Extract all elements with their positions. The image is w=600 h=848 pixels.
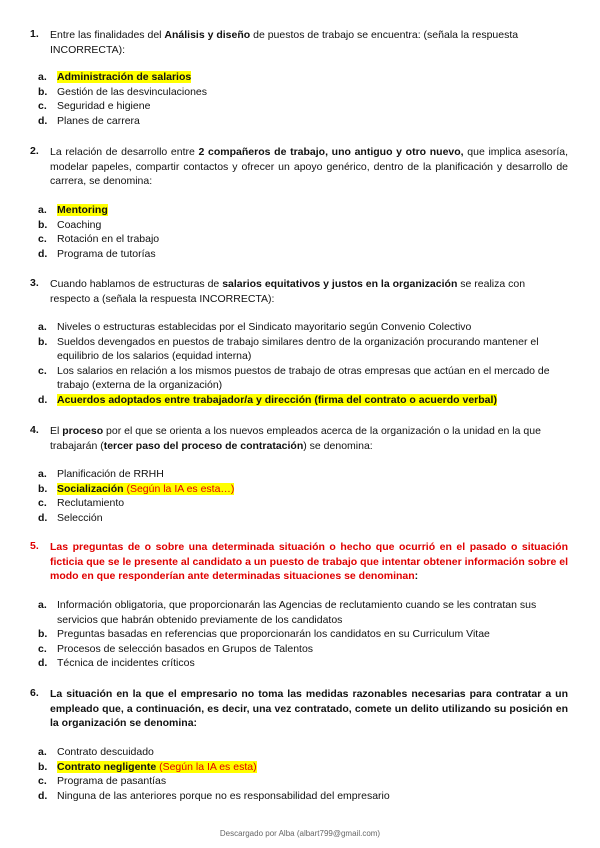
question-number: 3. [30,277,39,289]
question-text: Las preguntas de o sobre una determinada situación o hecho que ocurrió en el pasado o situación ficticia que se le presente al candidato a un puesto de trabajo que intentar obtener información sobre el modo en que responderían ante determinadas situaciones se denominan: [50,541,568,583]
option-d: d. Acuerdos adoptados entre trabajador/a y dirección (firma del contrato o acuerdo verbal) [38,393,497,406]
question-number: 4. [30,424,39,436]
option-b: b. Sueldos devengados en puestos de trabajo similares dentro de la organización procurando mantener el equilibrio de los salarios (equidad interna) [38,335,539,363]
option-a: a. Contrato descuidado [38,746,154,758]
question-text: El proceso por el que se orienta a los nuevos empleados acerca de la organización o la unidad en la que trabajarán (tercer paso del proceso de contratación) se denomina: [50,425,541,452]
options-2 [38,203,568,261]
options-5 [38,598,568,671]
option-b: b. Socialización (Según la IA es esta…) [38,482,235,495]
option-b: b. Preguntas basadas en referencias que proporcionarán los candidatos en su Curriculum Vitae [38,628,490,641]
option-c: c. Reclutamiento [38,497,125,510]
question-number: 6. [30,687,39,699]
ai-note: (Según la IA es esta…) [126,482,235,495]
option-b: b. Gestión de las desvinculaciones [38,85,208,98]
option-d: d. Planes de carrera [38,114,140,127]
option-a: a. Planificación de RRHH [38,468,164,480]
option-d: d. Técnica de incidentes críticos [38,657,195,670]
option-c: c. Rotación en el trabajo [38,233,160,246]
option-d: d. Programa de tutorías [38,247,156,260]
option-a: a. Información obligatoria, que proporcionarán las Agencias de reclutamiento cuando se les contratan sus servicios que habrán obtenido previamente de los candidatos [38,599,537,626]
ai-note: (Según la IA es esta) [159,760,257,773]
download-footer: Descargado por Alba (albart799@gmail.com) [219,829,381,838]
option-c: c. Programa de pasantías [38,775,167,788]
question-6 [30,687,568,731]
option-a: a. Mentoring [38,204,108,216]
options-1 [38,70,568,128]
option-b: b. Contrato negligente (Según la IA es esta) [38,760,257,773]
option-c: c. Procesos de selección basados en Grupos de Talentos [38,642,314,655]
question-text: La relación de desarrollo entre 2 compañeros de trabajo, uno antiguo y otro nuevo, que implica asesoría, modelar papeles, compartir contactos y ofrecer un apoyo genérico, dentro de la planificación y desarrollo de carrera, se denomina: [50,146,568,188]
option-d: d. Ninguna de las anteriores porque no es responsabilidad del empresario [38,789,390,802]
option-d: d. Selección [38,511,103,524]
question-number: 2. [30,145,39,157]
option-c: c. Los salarios en relación a los mismos puestos de trabajo de otras empresas que actúan en el mercado de trabajo (externa de la organización) [38,364,550,392]
question-text: Entre las finalidades del Análisis y diseño de puestos de trabajo se encuentra: (señala la respuesta INCORRECTA): [50,29,539,56]
option-a: a. Administración de salarios [38,71,192,83]
option-a: a. Niveles o estructuras establecidas por el Sindicato mayoritario según Convenio Colectivo [38,321,472,333]
question-3 [30,277,568,306]
option-c: c. Seguridad e higiene [38,100,151,113]
question-1 [30,28,568,57]
options-3 [38,320,568,408]
question-text: Cuando hablamos de estructuras de salarios equitativos y justos en la organización se realiza con respecto a (señala la respuesta INCORRECTA): [50,278,526,305]
options-6 [38,745,568,803]
question-number: 1. [30,28,39,40]
question-5 [30,540,568,584]
options-4 [38,467,568,525]
question-4 [30,424,568,453]
question-text: La situación en la que el empresario no toma las medidas razonables necesarias para contratar a un empleado que, a continuación, es decir, una vez contratado, comete un delito utilizando su posición en la organización se denomina: [50,688,568,730]
option-b: b. Coaching [38,218,102,231]
question-2 [30,145,568,189]
question-number: 5. [30,540,39,552]
